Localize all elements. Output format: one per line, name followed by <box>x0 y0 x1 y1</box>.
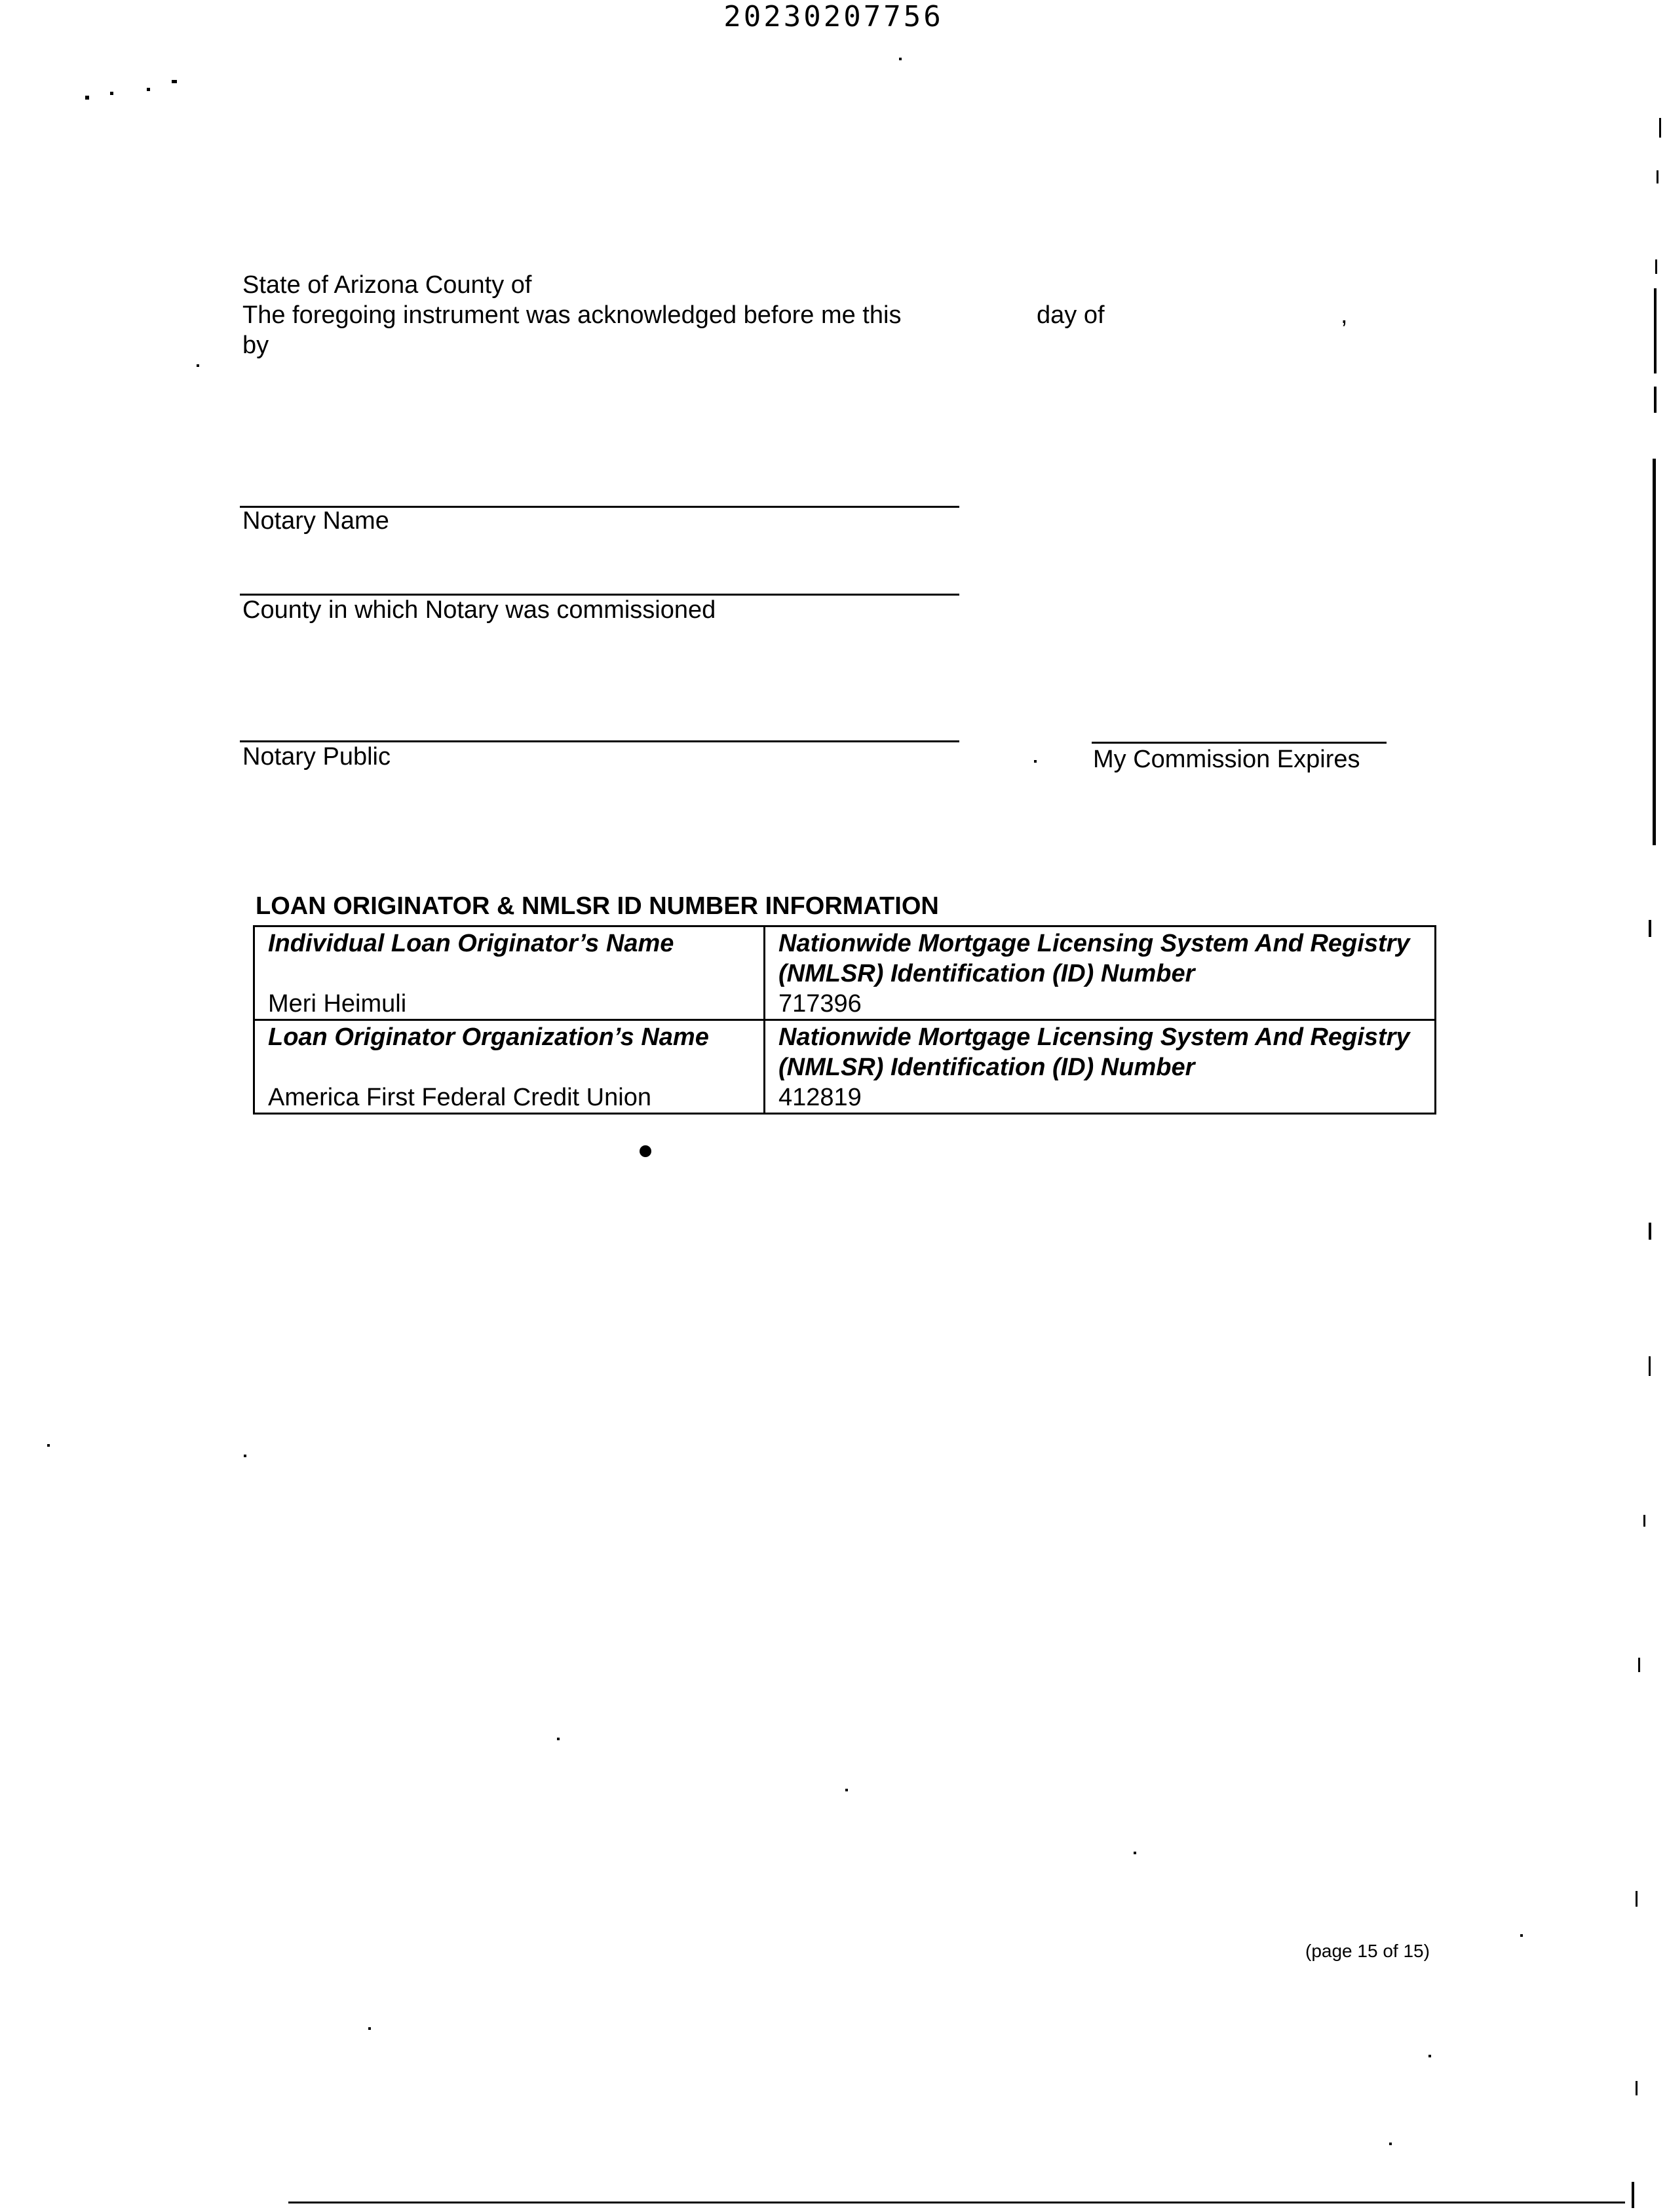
scan-speck <box>147 88 150 91</box>
scan-speck <box>1389 2143 1392 2145</box>
notary-public-label: Notary Public <box>242 743 391 771</box>
scan-speck <box>172 80 177 83</box>
individual-nmlsr-cell <box>765 926 1436 1020</box>
edge-mark <box>1636 2081 1638 2095</box>
edge-mark <box>1649 1356 1651 1376</box>
loan-originator-table <box>253 925 1436 1115</box>
edge-mark <box>1657 170 1658 183</box>
organization-nmlsr-cell <box>765 1020 1436 1114</box>
state-county-line: State of Arizona County of <box>242 271 532 299</box>
notary-name-label: Notary Name <box>242 507 389 535</box>
edge-mark <box>1649 920 1651 937</box>
scan-speck <box>1428 2055 1431 2057</box>
edge-mark <box>1659 118 1661 138</box>
edge-mark <box>1654 387 1657 413</box>
scan-speck <box>47 1444 50 1447</box>
scan-speck <box>899 58 902 60</box>
organization-originator-header: Loan Originator Organization’s Name <box>268 1023 709 1051</box>
scan-speck <box>1520 1934 1523 1937</box>
commission-expires-line <box>1092 742 1387 744</box>
bottom-edge-line <box>288 2202 1625 2203</box>
scan-speck <box>845 1789 848 1791</box>
day-of-label: day of <box>1037 301 1105 329</box>
scan-speck <box>557 1738 560 1740</box>
loan-originator-section-title: LOAN ORIGINATOR & NMLSR ID NUMBER INFORMATION <box>256 892 939 920</box>
scan-speck <box>1034 760 1037 763</box>
individual-nmlsr-header: Nationwide Mortgage Licensing System And Registry (NMLSR) Identification (ID) Number <box>778 930 1410 987</box>
scan-speck <box>110 92 113 95</box>
edge-mark <box>1638 1658 1640 1672</box>
edge-mark <box>1654 288 1657 373</box>
scan-speck <box>368 2027 371 2030</box>
table-row <box>254 926 1436 1020</box>
county-commissioned-label: County in which Notary was commissioned <box>242 596 716 624</box>
edge-mark <box>1649 1223 1651 1240</box>
commission-expires-label: My Commission Expires <box>1093 746 1360 773</box>
individual-originator-header: Individual Loan Originator’s Name <box>268 930 674 957</box>
scan-speck <box>1134 1852 1136 1854</box>
organization-nmlsr-id: 412819 <box>778 1084 862 1111</box>
edge-mark <box>1643 1515 1645 1527</box>
scan-speck <box>197 364 199 367</box>
individual-originator-cell <box>254 926 765 1020</box>
edge-mark <box>1632 2182 1634 2208</box>
edge-mark <box>1653 459 1656 845</box>
table-row <box>254 1020 1436 1114</box>
foregoing-line: The foregoing instrument was acknowledged before me this <box>242 301 902 329</box>
organization-originator-cell <box>254 1020 765 1114</box>
edge-mark <box>1655 259 1657 274</box>
scan-speck <box>85 96 89 100</box>
scan-speck <box>640 1145 651 1157</box>
individual-nmlsr-id: 717396 <box>778 990 862 1018</box>
by-label: by <box>242 332 269 359</box>
scan-speck <box>244 1455 246 1457</box>
page-number: (page 15 of 15) <box>1305 1941 1430 1961</box>
edge-mark <box>1636 1891 1638 1907</box>
date-comma: , <box>1341 301 1348 329</box>
organization-nmlsr-header: Nationwide Mortgage Licensing System And Registry (NMLSR) Identification (ID) Number <box>778 1023 1410 1081</box>
individual-originator-name: Meri Heimuli <box>268 990 407 1018</box>
document-number: 20230207756 <box>723 0 944 33</box>
organization-originator-name: America First Federal Credit Union <box>268 1084 651 1111</box>
